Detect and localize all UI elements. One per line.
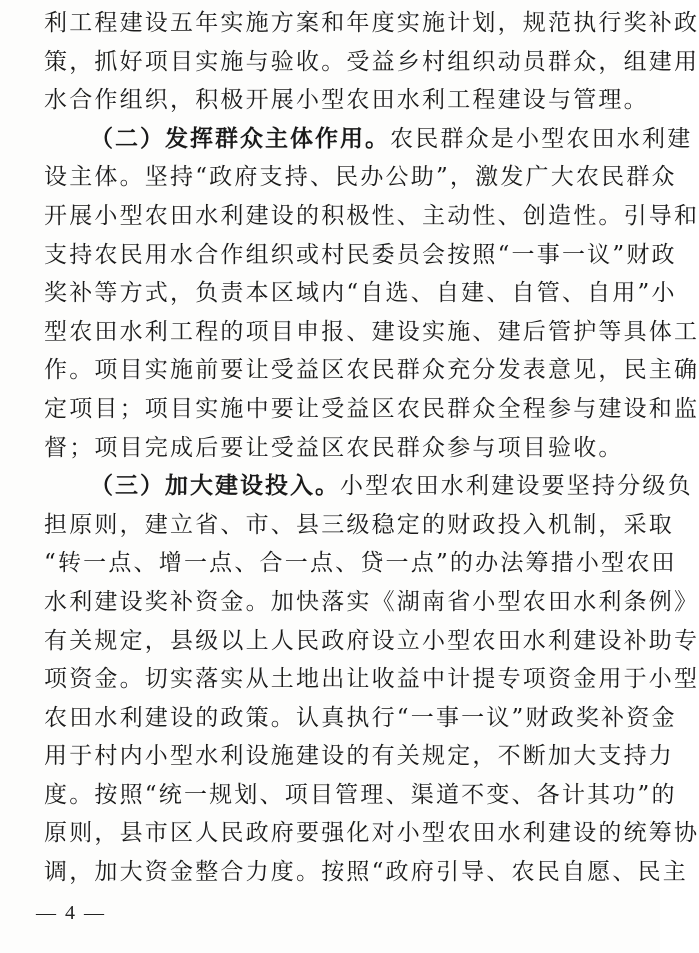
page-number: — 4 — <box>36 902 106 924</box>
text-line: 作。项目实施前要让受益区农民群众充分发表意见，民主确 <box>44 357 699 384</box>
text-line: 项资金。切实落实从土地出让收益中计提专项资金用于小型 <box>44 666 699 693</box>
text-line: 支持农民用水合作组织或村民委员会按照“一事一议”财政 <box>44 241 677 268</box>
text-fragment: 小型农田水利建设要坚持分级负 <box>340 473 693 500</box>
text-line <box>44 467 693 506</box>
text-line: 用于村内小型水利设施建设的有关规定，不断加大支持力 <box>44 743 674 770</box>
text-line: 开展小型农田水利建设的积极性、主动性、创造性。引导和 <box>44 202 699 229</box>
text-line: “转一点、增一点、合一点、贷一点”的办法筹措小型农田 <box>44 550 677 577</box>
text-line <box>44 120 693 159</box>
text-line: 原则，县市区人民政府要强化对小型农田水利建设的统筹协 <box>44 820 699 847</box>
section-heading-2: （二）发挥群众主体作用。 <box>90 125 390 152</box>
text-line: 策，抓好项目实施与验收。受益乡村组织动员群众，组建用 <box>44 48 699 75</box>
text-line: 水利建设奖补资金。加快落实《湖南省小型农田水利条例》 <box>44 588 699 615</box>
paragraph-investment <box>44 467 699 892</box>
document-body <box>44 4 699 892</box>
text-line: 农田水利建设的政策。认真执行“一事一议”财政奖补资金 <box>44 704 677 731</box>
text-line: 水合作组织，积极开展小型农田水利工程建设与管理。 <box>44 87 649 114</box>
text-line: 度。按照“统一规划、项目管理、渠道不变、各计其功”的 <box>44 781 677 808</box>
text-line: 调，加大资金整合力度。按照“政府引导、农民自愿、民主 <box>44 859 688 886</box>
text-line: 定项目；项目实施中要让受益区农民群众全程参与建设和监 <box>44 395 699 422</box>
text-line: 担原则，建立省、市、县三级稳定的财政投入机制，采取 <box>44 511 674 538</box>
paragraph-masses-role <box>44 120 699 467</box>
text-line: 奖补等方式，负责本区域内“自选、自建、自管、自用”小 <box>44 280 677 307</box>
text-line: 利工程建设五年实施方案和年度实施计划，规范执行奖补政 <box>44 10 699 36</box>
section-heading-3: （三）加大建设投入。 <box>90 473 340 500</box>
text-line: 型农田水利工程的项目申报、建设实施、建后管护等具体工 <box>44 318 699 345</box>
text-line: 设主体。坚持“政府支持、民办公助”，激发广大农民群众 <box>44 164 677 191</box>
text-fragment: 农民群众是小型农田水利建 <box>390 125 693 152</box>
text-line: 督；项目完成后要让受益区农民群众参与项目验收。 <box>44 434 624 461</box>
text-line: 有关规定，县级以上人民政府设立小型农田水利建设补助专 <box>44 627 699 654</box>
paragraph-continuation <box>44 4 699 120</box>
